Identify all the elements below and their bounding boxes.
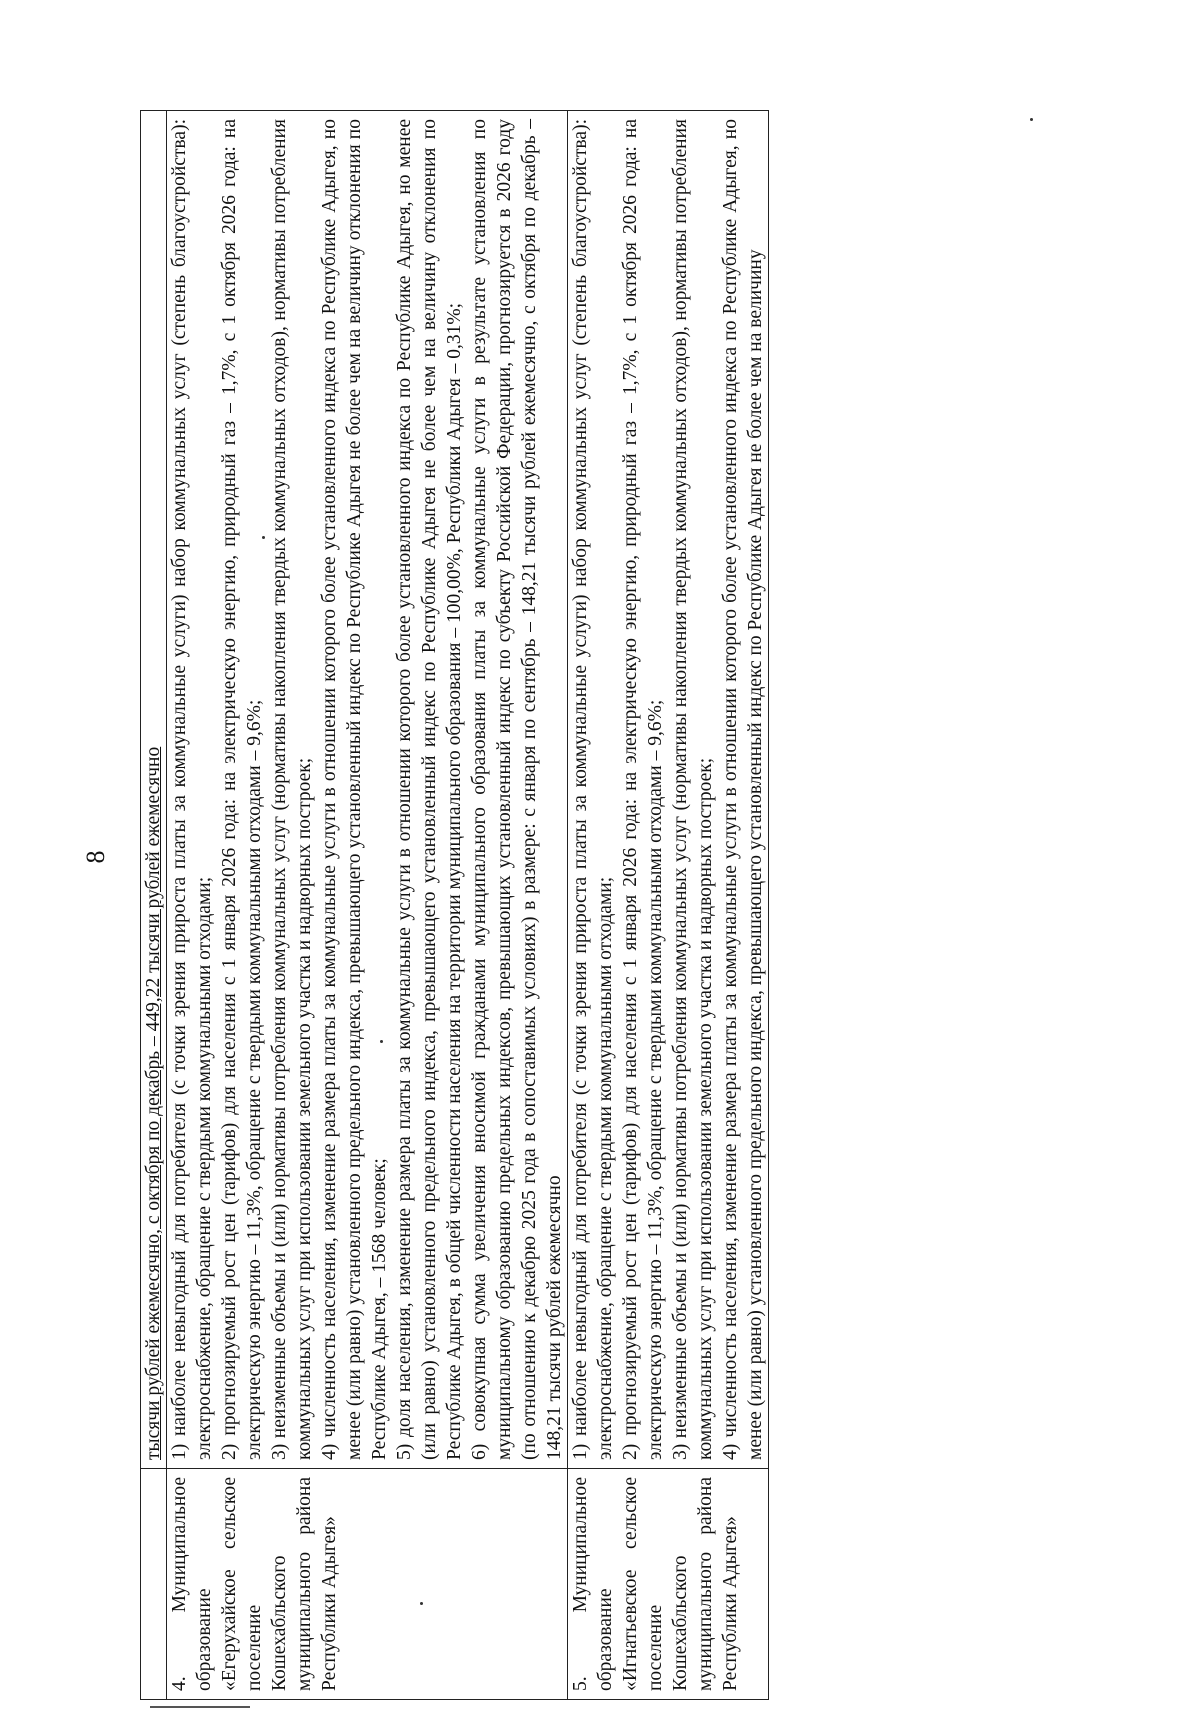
table-row <box>568 111 769 1700</box>
table-row-continuation <box>141 111 167 1700</box>
municipality-name-cell <box>167 1469 568 1700</box>
table-row <box>167 111 568 1700</box>
scan-speck <box>262 536 265 539</box>
municipality-name-cell <box>568 1469 769 1700</box>
rotated-page-content <box>140 110 820 1700</box>
page-number: 8 <box>81 850 110 864</box>
scan-speck <box>1030 118 1033 121</box>
indicator-item: 5) доля населения, изменение размера платы за коммунальные услуги в отношении которого более установленного индекса по Республике Адыгея, но менее (или равно) установленного предельного индекса, превышающего установленный индекс по Республике Адыгея не более чем на величину отклонения по Республике Адыгея, в общей численности населения на территории муниципального образования – 100,00%, Республики Адыгея – 0,31%; <box>394 119 465 1460</box>
municipality-name: 4. Муниципальное образование «Егерухайское сельское поселение Кошехабльского муниципального района Республики Адыгея» <box>169 1477 340 1691</box>
indicator-item: 4) численность населения, изменение размера платы за коммунальные услуги в отношении которого более установленного индекса по Республике Адыгея, но менее (или равно) установленного предельного индекса, превышающего установленный индекс по Республике Адыгея не более чем на величину отклонения по Республике Адыгея, – 1568 человек; <box>319 119 390 1460</box>
indicator-item: 1) наиболее невыгодный для потребителя (с точки зрения прироста платы за коммунальные услуги) набор коммунальных услуг (степень благоустройства): электроснабжение, обращение с твердыми коммунальными отходами; <box>570 119 616 1460</box>
indicator-item: 1) наиболее невыгодный для потребителя (с точки зрения прироста платы за коммунальные услуги) набор коммунальных услуг (степень благоустройства): электроснабжение, обращение с твердыми коммунальными отходами; <box>169 119 215 1460</box>
indicator-item: 2) прогнозируемый рост цен (тарифов) для населения с 1 января 2026 года: на электрическую энергию, природный газ – 1,7%, с 1 октября 2026 года: на электрическую энергию – 11,3%, обращение с твердыми коммунальными отходами – 9,6%; <box>219 119 265 1460</box>
table-cell-continuation <box>141 111 167 1469</box>
document-table <box>140 110 769 1700</box>
indicator-item: 3) неизменные объемы и (или) нормативы потребления коммунальных услуг (нормативы накопления твердых коммунальных отходов), нормативы потребления коммунальных услуг при использовании земельного участка и надворных построек; <box>269 119 315 1460</box>
scan-speck <box>380 1040 383 1043</box>
indicators-cell <box>568 111 769 1469</box>
continuation-text: тысячи рублей ежемесячно, с октября по декабрь – 449,22 тысячи рублей ежемесячно <box>143 746 164 1460</box>
scan-speck <box>420 1602 423 1605</box>
indicators-cell <box>167 111 568 1469</box>
scan-artifact-line <box>150 1706 250 1708</box>
landscape-table-wrapper <box>140 110 820 1700</box>
indicator-item: 2) прогнозируемый рост цен (тарифов) для населения с 1 января 2026 года: на электрическую энергию, природный газ – 1,7%, с 1 октября 2026 года: на электрическую энергию – 11,3%, обращение с твердыми коммунальными отходами – 9,6%; <box>620 119 666 1460</box>
indicator-item: 3) неизменные объемы и (или) нормативы потребления коммунальных услуг (нормативы накопления твердых коммунальных отходов), нормативы потребления коммунальных услуг при использовании земельного участка и надворных построек; <box>670 119 716 1460</box>
indicator-item: 4) численность населения, изменение размера платы за коммунальные услуги в отношении которого более установленного индекса по Республике Адыгея, но менее (или равно) установленного предельного индекса, превышающего установленный индекс по Республике Адыгея не более чем на величину <box>720 119 766 1460</box>
municipality-name: 5. Муниципальное образование «Игнатьевское сельское поселение Кошехабльского муниципального района Республики Адыгея» <box>570 1477 741 1691</box>
table-cell-empty <box>141 1469 167 1700</box>
indicator-item: 6) совокупная сумма увеличения вносимой гражданами муниципального образования платы за коммунальные услуги в результате установления по муниципальному образованию предельных индексов, превышающих установленный индекс по субъекту Российской Федерации, прогнозируется в 2026 году (по отношению к декабрю 2025 года в сопоставимых условиях) в размере: с января по сентябрь – 148,21 тысячи рублей ежемесячно, с октября по декабрь – 148,21 тысячи рублей ежемесячно <box>469 119 565 1460</box>
